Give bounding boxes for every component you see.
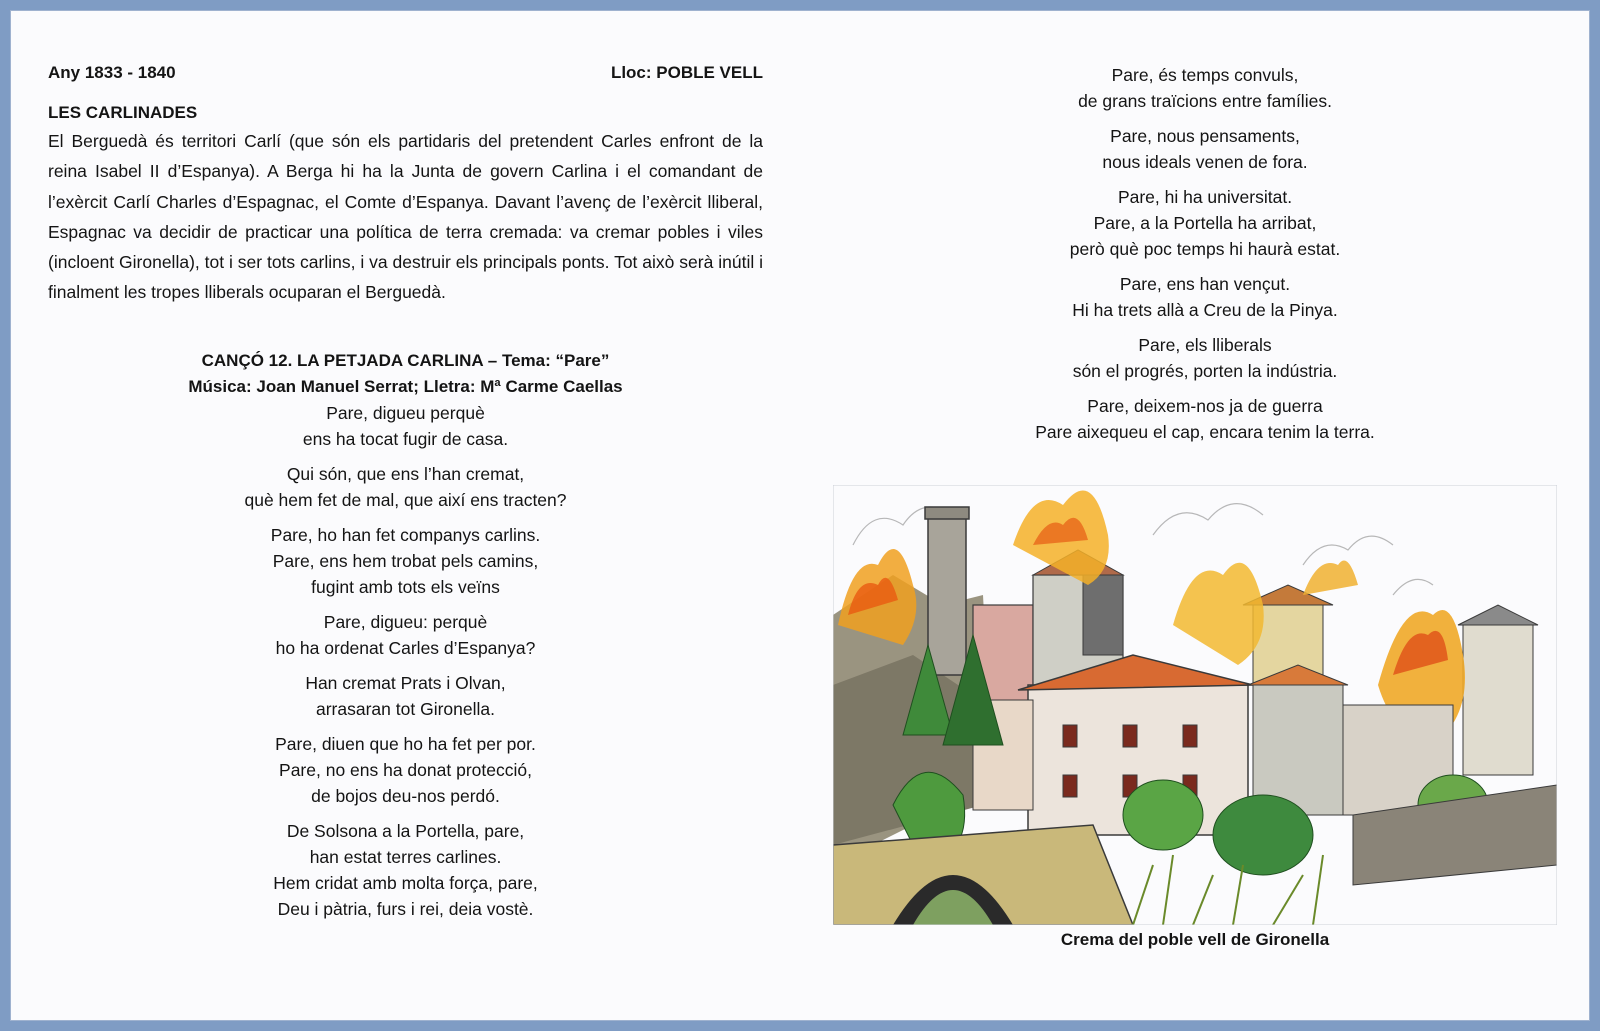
lyric-line: Deu i pàtria, furs i rei, deia vostè. [277,898,534,919]
lyric-line: Pare, a la Portella ha arribat, [1093,213,1317,233]
lyric-line: Pare, ho han fet companys carlins. [270,524,541,545]
stanza [820,184,1590,262]
place-label: Lloc: POBLE VELL [610,63,763,82]
lyric-line: han estat terres carlines. [309,846,502,867]
song-header [48,348,763,400]
left-column [48,62,763,931]
lyric-line: són el progrés, porten la indústria. [1072,361,1338,381]
stanza [48,670,763,722]
lyric-line: Pare, ens han vençut. [1119,274,1291,294]
lyric-line: Hem cridat amb molta força, pare, [273,872,538,893]
lyric-line: de bojos deu-nos perdó. [311,785,500,806]
right-lyrics [820,62,1590,445]
lyric-line: Pare, no ens ha donat protecció, [279,759,532,780]
stanza [48,818,763,922]
lyric-line: ho ha ordenat Carles d’Espanya? [275,637,536,658]
year-label: Any 1833 - 1840 [48,63,176,82]
intro-paragraph: El Berguedà és territori Carlí (que són els partidaris del pretendent Carles enfront de la reina Isabel II d’Espanya). A Berga hi ha la Junta de govern Carlina i el comandant de l’exèrcit Carlí Charles d’Espagnac, el Comte d’Espanya. Davant l’avenç de l’exèrcit lliberal, Espagnac va decidir de practicar una política de terra cremada: va cremar pobles i viles (incloent Gironella), tot i ser tots carlins, i va destruir els principals ponts. Tot això serà inútil i finalment les tropes lliberals ocuparan el Berguedà. [48,131,763,303]
stanza [48,731,763,809]
stanza [820,332,1590,384]
lyric-line: de grans traïcions entre famílies. [1078,91,1332,111]
left-lyrics [48,400,763,922]
lyric-line: Pare, diuen que ho ha fet per por. [275,733,536,754]
village-fire-illustration [833,485,1557,925]
lyric-line: Hi ha trets allà a Creu de la Pinya. [1072,300,1338,320]
stanza [820,62,1590,114]
lyric-line: Pare, nous pensaments, [1110,126,1300,146]
song-title: CANÇÓ 12. LA PETJADA CARLINA – Tema: “Pare” [201,350,610,370]
lyric-line: arrasaran tot Gironella. [316,698,495,719]
lyric-line: Pare, deixem-nos ja de guerra [1087,396,1323,416]
lyric-line: Pare, hi ha universitat. [1117,187,1293,207]
lyric-line: Pare, els lliberals [1138,335,1272,355]
stanza [48,461,763,513]
illustration-caption: Crema del poble vell de Gironella [1060,930,1330,949]
lyric-line: De Solsona a la Portella, pare, [286,820,525,841]
song-credits: Música: Joan Manuel Serrat; Lletra: Mª Carme Caellas [188,376,623,396]
lyric-line: Han cremat Prats i Olvan, [305,672,506,693]
lyric-line: ens ha tocat fugir de casa. [302,428,509,449]
lyric-line: nous ideals venen de fora. [1102,152,1308,172]
lyric-line: Pare, és temps convuls, [1111,65,1299,85]
lyric-line: fugint amb tots els veïns [311,576,500,597]
section-title: LES CARLINADES [48,103,198,122]
stanza [820,271,1590,323]
page-header [48,62,763,84]
stanza [48,400,763,452]
stanza [820,123,1590,175]
right-column [820,62,1590,454]
lyric-line: Pare, digueu: perquè [323,611,488,632]
stanza [48,522,763,600]
stanza [820,393,1590,445]
lyric-line: Pare, ens hem trobat pels camins, [272,550,539,571]
stanza [48,609,763,661]
lyric-line: Qui són, que ens l’han cremat, [286,463,525,484]
lyric-line: Pare, digueu perquè [326,402,485,423]
lyric-line: Pare aixequeu el cap, encara tenim la terra. [1035,422,1375,442]
lyric-line: què hem fet de mal, que així ens tracten? [244,489,567,510]
lyric-line: però què poc temps hi haurà estat. [1069,239,1341,259]
